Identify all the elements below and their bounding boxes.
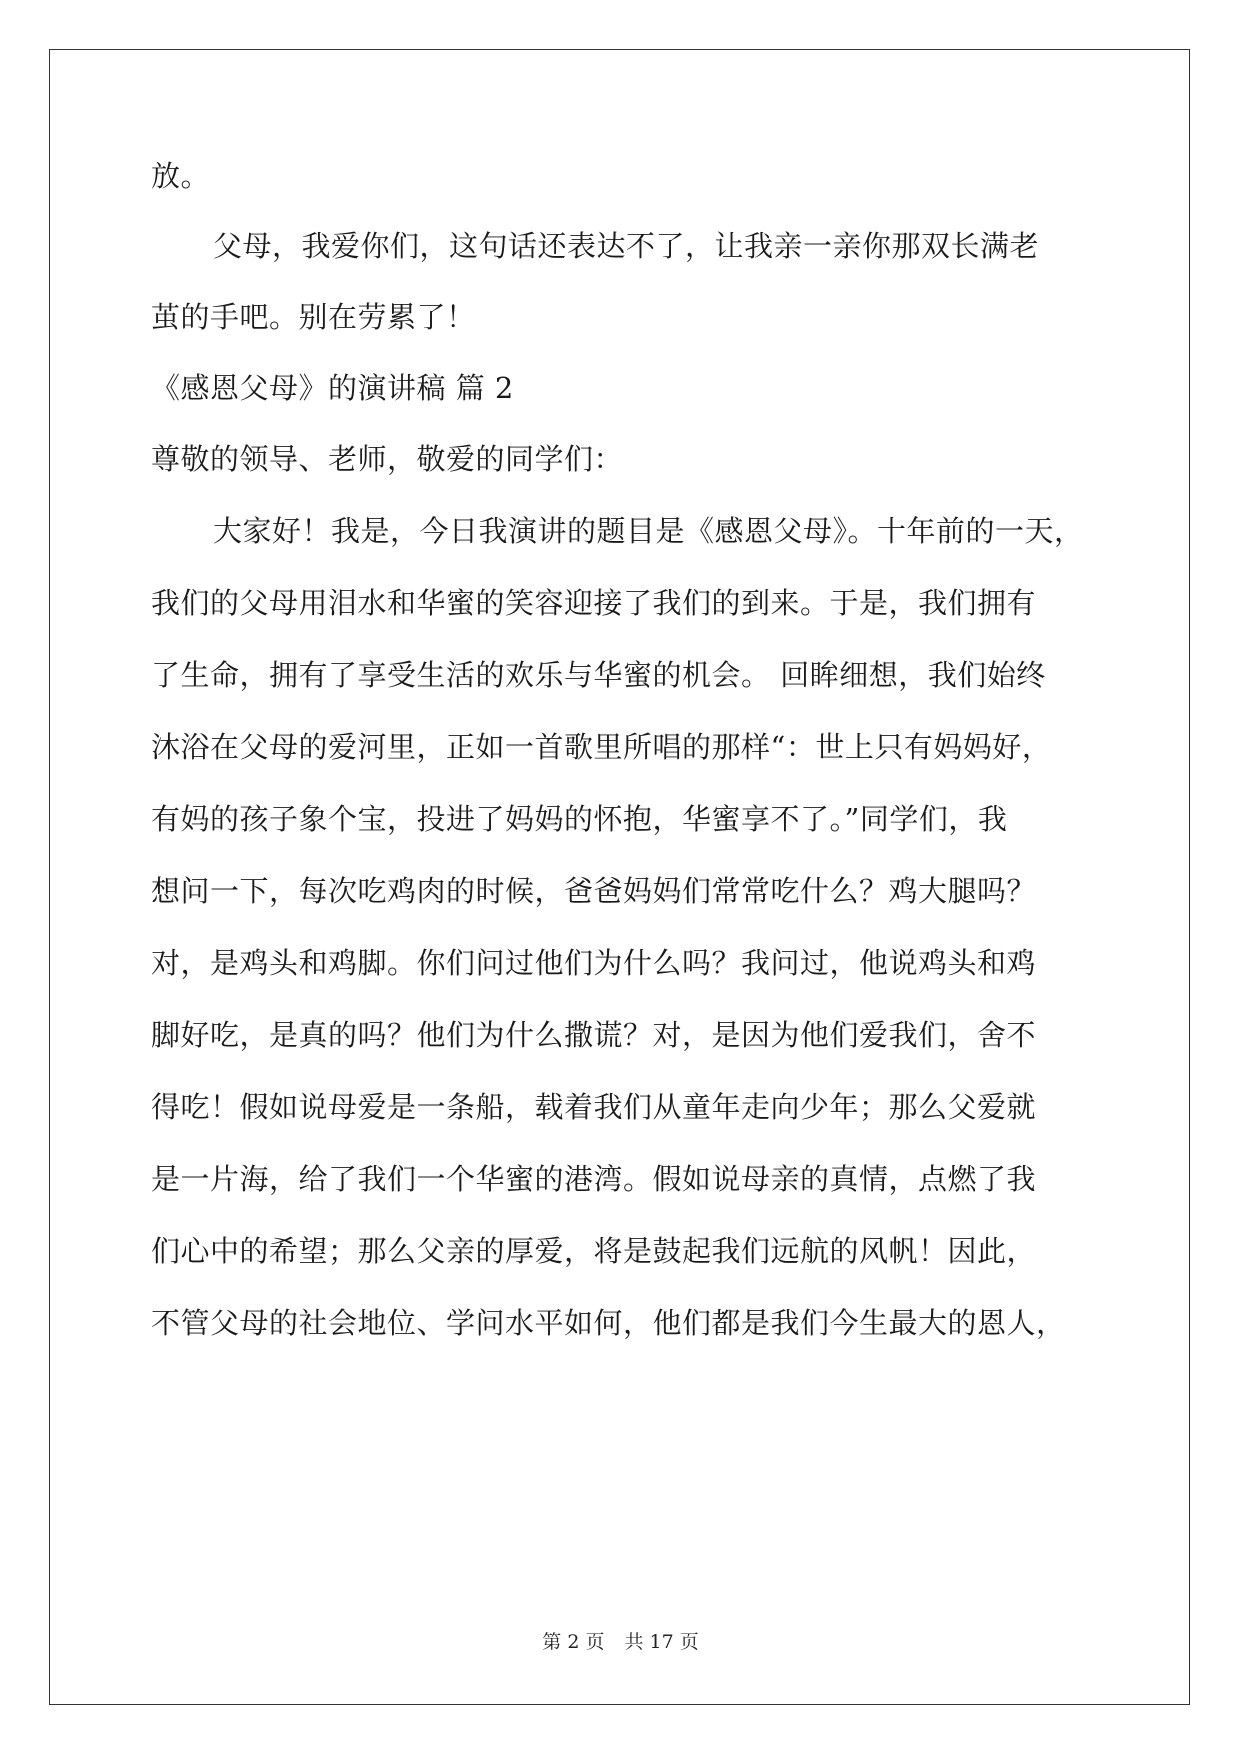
- text-line: 沐浴在父母的爱河里，正如一首歌里所唱的那样“：世上只有妈妈好，: [151, 730, 1052, 764]
- text-line: 脚好吃，是真的吗？他们为什么撒谎？对，是因为他们爱我们，舍不: [151, 1018, 1037, 1052]
- text-line: 了生命，拥有了享受生活的欢乐与华蜜的机会。 回眸细想，我们始终: [151, 658, 1046, 692]
- text-line: 得吃！假如说母爱是一条船，载着我们从童年走向少年；那么父爱就: [151, 1090, 1037, 1124]
- text-line: 我们的父母用泪水和华蜜的笑容迎接了我们的到来。于是，我们拥有: [151, 586, 1037, 620]
- text-line: 有妈的孩子象个宝，投进了妈妈的怀抱，华蜜享不了。”同学们，我: [151, 802, 1008, 836]
- section-heading: 《感恩父母》的演讲稿 篇 2: [151, 371, 514, 405]
- page-total: 共 17 页: [624, 1631, 699, 1653]
- text-line: 们心中的希望；那么父亲的厚爱，将是鼓起我们远航的风帆！因此，: [151, 1234, 1037, 1268]
- text-line: 是一片海，给了我们一个华蜜的港湾。假如说母亲的真情，点燃了我: [151, 1162, 1037, 1196]
- text-line: 茧的手吧。别在劳累了！: [151, 300, 476, 334]
- text-line: 放。: [151, 159, 211, 193]
- page-number: 第 2 页: [542, 1631, 605, 1653]
- text-line: 大家好！我是，今日我演讲的题目是《感恩父母》。十年前的一天，: [213, 514, 1084, 548]
- text-line: 不管父母的社会地位、学问水平如何，他们都是我们今生最大的恩人，: [151, 1306, 1066, 1340]
- salutation: 尊敬的领导、老师，敬爱的同学们：: [151, 442, 624, 476]
- text-line: 对，是鸡头和鸡脚。你们问过他们为什么吗？我问过，他说鸡头和鸡: [151, 946, 1037, 980]
- text-line: 父母，我爱你们，这句话还表达不了，让我亲一亲你那双长满老: [213, 229, 1040, 263]
- page-footer: [0, 1630, 1241, 1654]
- text-line: 想问一下，每次吃鸡肉的时候，爸爸妈妈们常常吃什么？鸡大腿吗？: [151, 874, 1037, 908]
